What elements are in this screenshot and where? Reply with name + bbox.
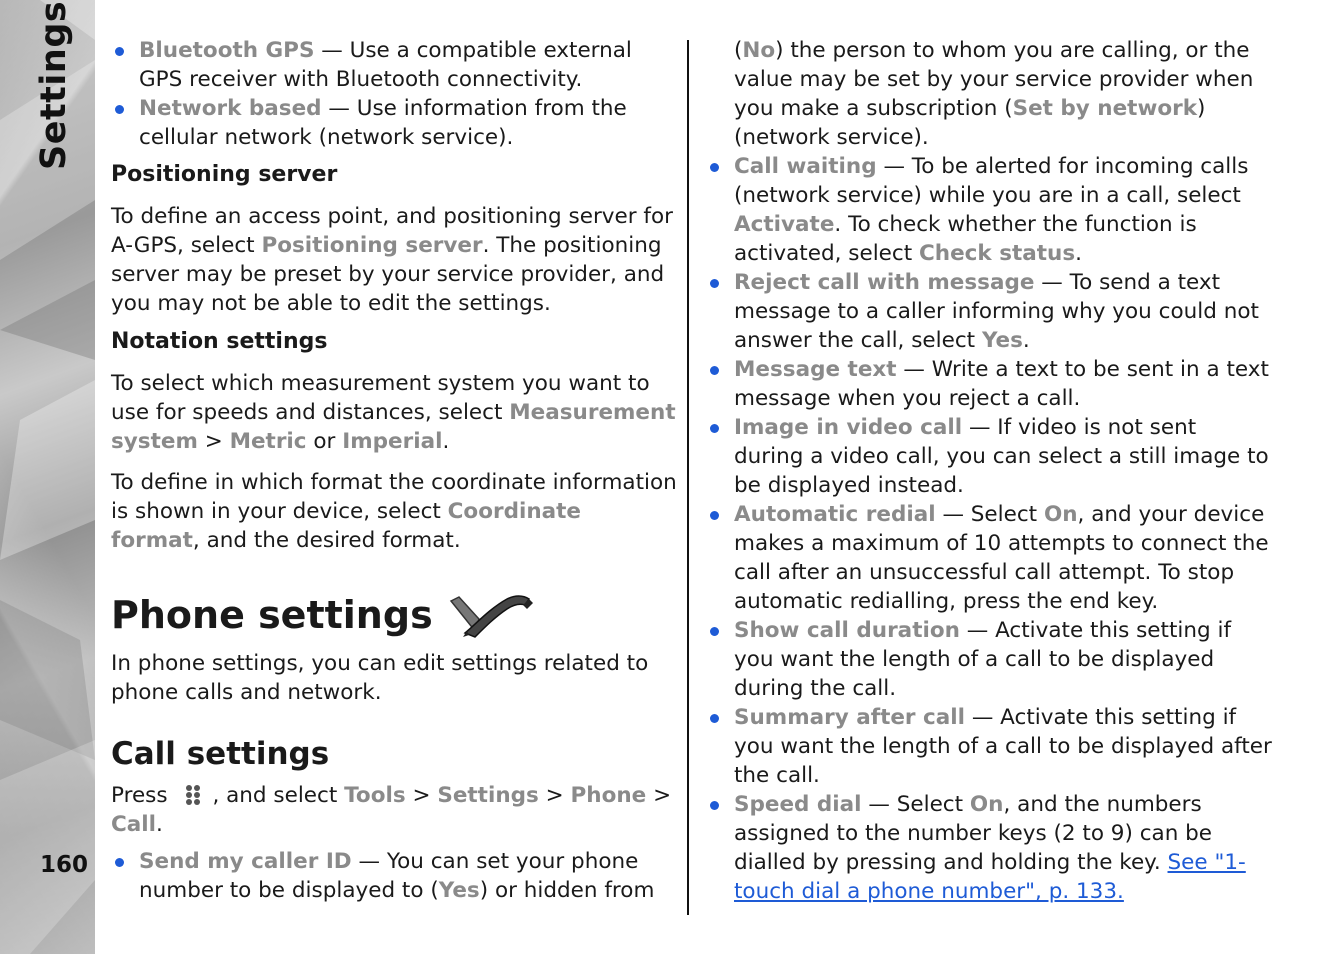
text: Press	[111, 783, 168, 808]
item-text: — Use a compatible external GPS receiver with Bluetooth connectivity.	[139, 38, 632, 92]
text: — Select	[935, 502, 1044, 527]
phone-settings-intro: In phone settings, you can edit settings related to phone calls and network.	[111, 651, 649, 705]
ui-term: Coordinate format	[111, 499, 582, 553]
location-methods-list	[111, 36, 677, 152]
call-settings-title: Call settings	[111, 736, 330, 772]
text: — Select	[861, 792, 970, 817]
ui-term: Settings	[437, 783, 539, 808]
ui-term: No	[742, 38, 776, 63]
page-number: 160	[40, 852, 89, 878]
text: .	[1022, 328, 1030, 353]
ui-term: On	[1043, 502, 1078, 527]
text: . To check whether the function is activated, select	[734, 212, 1197, 266]
caller-id-list	[111, 847, 677, 905]
text: — To be alerted for incoming calls (network service) while you are in a call, select	[734, 154, 1249, 208]
text: To select which measurement system you want to use for speeds and distances, select	[111, 371, 650, 425]
text: , and the desired format.	[192, 528, 461, 553]
ui-term: Send my caller ID	[139, 849, 352, 874]
list-item	[111, 847, 677, 905]
text: — Write a text to be sent in a text message when you reject a call.	[734, 357, 1269, 411]
ui-term: Activate	[734, 212, 835, 237]
text: ) or hidden from	[479, 878, 655, 903]
ui-term: Image in video call	[734, 415, 963, 440]
column-divider	[687, 40, 689, 915]
path-separator: >	[405, 783, 438, 808]
text: ) the person to whom you are calling, or the value may be set by your service provider when you make a subscription (	[734, 38, 1254, 121]
ui-term: Speed dial	[734, 792, 862, 817]
ui-term: Call	[111, 812, 157, 837]
list-item	[706, 268, 1272, 355]
ui-term: Positioning server	[261, 233, 483, 258]
ui-term: Measurement system	[111, 400, 676, 454]
path-separator: >	[646, 783, 672, 808]
ui-term: Network based	[139, 96, 322, 121]
text: ) (network service).	[734, 96, 1206, 150]
path-separator: >	[538, 783, 571, 808]
ui-term: Phone	[570, 783, 647, 808]
ui-term: Tools	[344, 783, 406, 808]
ui-term: Bluetooth GPS	[139, 38, 315, 63]
ui-term: Imperial	[342, 429, 443, 454]
heading-notation-settings: Notation settings	[111, 329, 328, 354]
ui-term: Check status	[919, 241, 1076, 266]
ui-term: On	[969, 792, 1004, 817]
text: .	[442, 429, 450, 454]
text: , and the numbers assigned to the number keys (2 to 9) can be dialled by pressing and holding the key.	[734, 792, 1213, 875]
ui-term: Set by network	[1012, 96, 1197, 121]
right-column	[706, 36, 1272, 906]
text: — If video is not sent during a video call, you can select a still image to be displayed instead.	[734, 415, 1269, 498]
positioning-paragraph	[111, 202, 677, 318]
text: (	[734, 38, 743, 63]
text: .	[156, 812, 163, 837]
phone-settings-title	[111, 591, 677, 639]
list-item	[706, 703, 1272, 790]
list-item	[706, 616, 1272, 703]
heading-positioning-server: Positioning server	[111, 162, 338, 187]
cross-reference-link[interactable]: See "1-touch dial a phone number", p. 133.	[734, 850, 1246, 904]
ui-term: Automatic redial	[734, 502, 936, 527]
menu-key-icon	[180, 782, 206, 808]
list-item	[706, 500, 1272, 616]
title-text: Phone settings	[111, 593, 433, 637]
ui-term: Call waiting	[734, 154, 877, 179]
path-separator: >	[197, 429, 230, 454]
list-item	[706, 355, 1272, 413]
text: , and select	[212, 783, 345, 808]
text: To define an access point, and positioning server for A-GPS, select	[111, 204, 673, 258]
list-item	[706, 413, 1272, 500]
text: or	[306, 429, 343, 454]
text: — Activate this setting if you want the length of a call to be displayed during the call.	[734, 618, 1232, 701]
text: — To send a text message to a caller informing why you could not answer the call, select	[734, 270, 1259, 353]
item-text: — Use information from the cellular network (network service).	[139, 96, 627, 150]
call-options-list	[706, 152, 1272, 906]
list-item	[111, 94, 677, 152]
ui-term: Summary after call	[734, 705, 966, 730]
ui-term: Yes	[981, 328, 1023, 353]
call-settings-path	[111, 781, 677, 839]
text: . The positioning server may be preset by your service provider, and you may not be able to edit the settings.	[111, 233, 665, 316]
text: — Activate this setting if you want the length of a call to be displayed after the call.	[734, 705, 1272, 788]
left-column	[111, 36, 677, 905]
text: — You can set your phone number to be displayed to (	[139, 849, 639, 903]
text: .	[1075, 241, 1083, 266]
sidebar	[0, 0, 95, 954]
text: To define in which format the coordinate information is shown in your device, select	[111, 470, 677, 524]
ui-term: Show call duration	[734, 618, 960, 643]
phone-tools-icon	[445, 591, 537, 639]
list-item	[706, 790, 1272, 906]
text: , and your device makes a maximum of 10 attempts to connect the call after an unsuccessful call attempt. To stop automatic redialling, press the end key.	[734, 502, 1269, 614]
notation-paragraph-2	[111, 468, 677, 555]
ui-term: Message text	[734, 357, 897, 382]
ui-term: Metric	[229, 429, 307, 454]
list-item	[706, 152, 1272, 268]
ui-term: Reject call with message	[734, 270, 1035, 295]
list-item	[111, 36, 677, 94]
notation-paragraph-1	[111, 369, 677, 456]
caller-id-continued	[706, 36, 1272, 152]
ui-term: Yes	[438, 878, 480, 903]
section-label: Settings	[34, 0, 74, 170]
